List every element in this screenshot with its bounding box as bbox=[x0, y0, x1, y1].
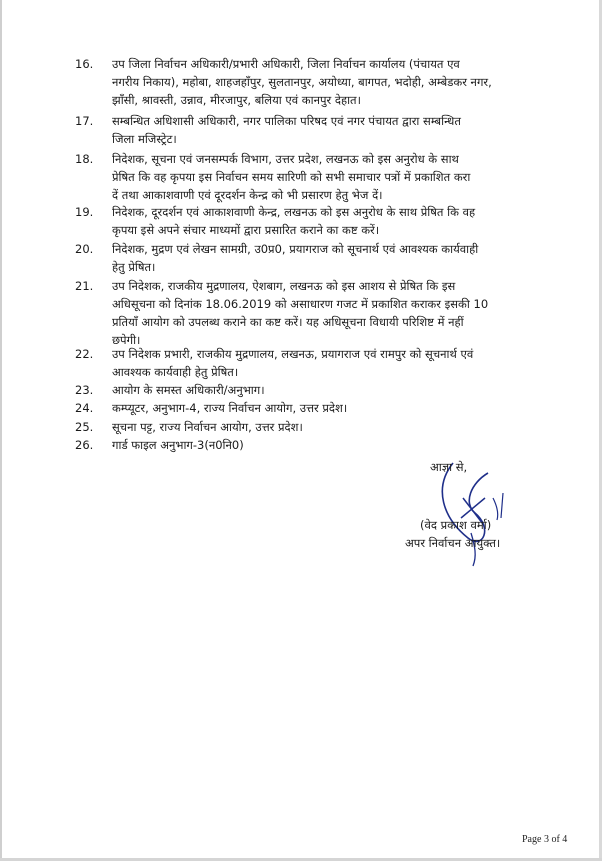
by-order-text: आज्ञा से, bbox=[430, 460, 468, 474]
signer-designation: अपर निर्वाचन आयुक्त। bbox=[405, 536, 501, 550]
item-text: गार्ड फाइल अनुभाग-3(न0नि0) bbox=[112, 438, 244, 452]
item-number: 16. bbox=[75, 57, 94, 71]
item-number: 17. bbox=[75, 114, 94, 128]
item-number: 23. bbox=[75, 383, 94, 397]
item-text: आयोग के समस्त अधिकारी/अनुभाग। bbox=[112, 383, 265, 397]
signature-area bbox=[395, 458, 575, 568]
item-number: 26. bbox=[75, 438, 94, 452]
page-left-edge bbox=[0, 0, 2, 861]
item-text: उप निदेशक, राजकीय मुद्रणालय, ऐशबाग, लखनऊ को इस आशय से प्रेषित कि इस अधिसूचना को दिनांक 18.06.2019 को असाधारण गजट में प्रकाशित कराकर इसकी 10 प्रतियाँ आयोग को उपलब्ध कराने का कष्ट करें। यह अधिसूचना विधायी परिशिष्ट में नहीं छपेगी। bbox=[112, 279, 489, 347]
item-number: 25. bbox=[75, 420, 94, 434]
item-number: 19. bbox=[75, 205, 94, 219]
item-text: निदेशक, दूरदर्शन एवं आकाशवाणी केन्द्र, लखनऊ को इस अनुरोध के साथ प्रेषित कि वह कृपया इसे अपने संचार माध्यमों द्वारा प्रसारित कराने का कष्ट करें। bbox=[112, 205, 476, 237]
item-text: उप जिला निर्वाचन अधिकारी/प्रभारी अधिकारी, जिला निर्वाचन कार्यालय (पंचायत एव नगरीय निकाय), महोबा, शाहजहाँपुर, सुलतानपुर, अयोध्या, बागपत, भदोही, अम्बेडकर नगर, झाँसी, श्रावस्ती, उन्नाव, मीरजापुर, बलिया एवं कानपुर देहात। bbox=[112, 57, 492, 107]
item-number: 18. bbox=[75, 152, 94, 166]
signer-name: (वेद प्रकाश वर्मा) bbox=[420, 518, 492, 532]
item-text: कम्प्यूटर, अनुभाग-4, राज्य निर्वाचन आयोग, उत्तर प्रदेश। bbox=[112, 401, 348, 415]
item-text: निदेशक, मुद्रण एवं लेखन सामग्री, उ0प्र0, प्रयागराज को सूचनार्थ एवं आवश्यक कार्यवाही हेतु प्रेषित। bbox=[112, 242, 479, 274]
item-text: उप निदेशक प्रभारी, राजकीय मुद्रणालय, लखनऊ, प्रयागराज एवं रामपुर को सूचनार्थ एवं आवश्यक कार्यवाही हेतु प्रेषित। bbox=[112, 347, 474, 379]
page-number: Page 3 of 4 bbox=[522, 834, 568, 845]
item-number: 20. bbox=[75, 242, 94, 256]
item-text: सूचना पट्ट, राज्य निर्वाचन आयोग, उत्तर प्रदेश। bbox=[112, 420, 303, 434]
item-text: निदेशक, सूचना एवं जनसम्पर्क विभाग, उत्तर प्रदेश, लखनऊ को इस अनुरोध के साथ प्रेषित कि वह कृपया इस निर्वाचन समय सारिणी को सभी समाचार पत्रों में प्रकाशित करा दें तथा आकाशवाणी एवं दूरदर्शन केन्द्र को भी प्रसारण हेतु भेज दें। bbox=[112, 152, 471, 202]
item-number: 24. bbox=[75, 401, 94, 415]
item-text: सम्बन्धित अधिशासी अधिकारी, नगर पालिका परिषद एवं नगर पंचायत द्वारा सम्बन्धित जिला मजिस्ट्रेट। bbox=[112, 114, 461, 146]
item-number: 21. bbox=[75, 279, 94, 293]
item-number: 22. bbox=[75, 347, 94, 361]
